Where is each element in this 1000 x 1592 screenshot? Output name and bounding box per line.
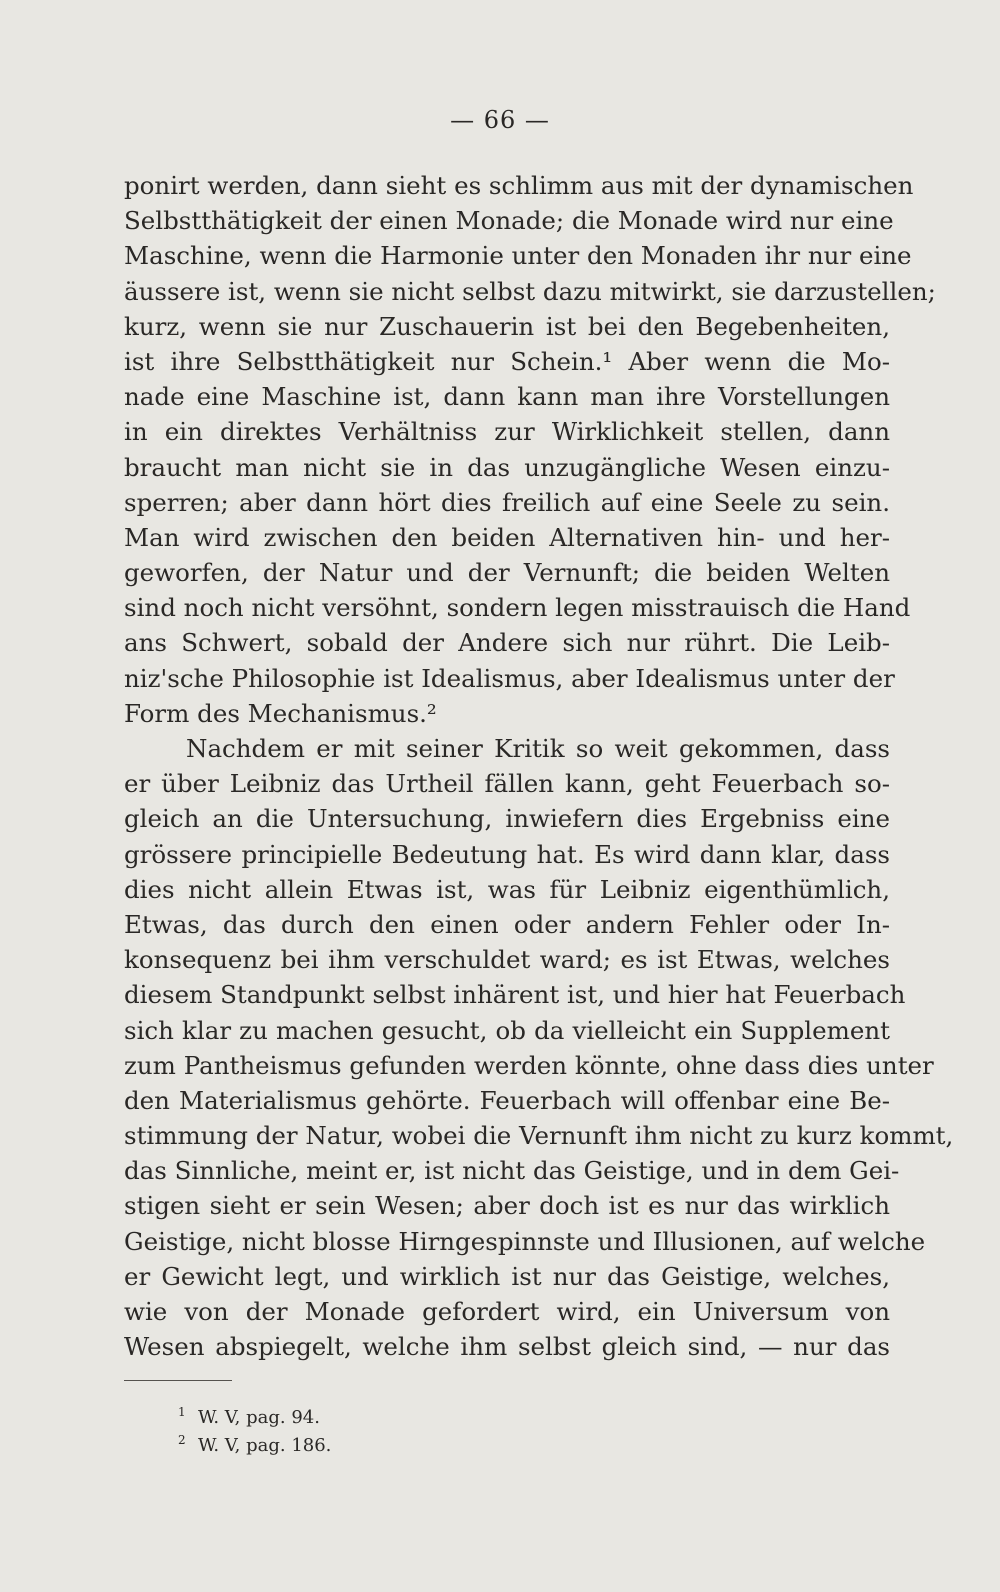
text-line: Maschine, wenn die Harmonie unter den Monaden ihr nur eine	[124, 241, 912, 271]
footnote	[178, 1398, 578, 1426]
text-line: kurz, wenn sie nur Zuschauerin ist bei den Begebenheiten,	[124, 311, 890, 341]
text-line: nade eine Maschine ist, dann kann man ihre Vorstellungen	[124, 382, 890, 412]
text-line: gleich an die Untersuchung, inwiefern dies Ergebniss eine	[124, 804, 890, 834]
text-line: Selbstthätigkeit der einen Monade; die Monade wird nur eine	[124, 206, 894, 236]
text-line: er über Leibniz das Urtheil fällen kann, geht Feuerbach so-	[124, 769, 890, 799]
text-line: ans Schwert, sobald der Andere sich nur rührt. Die Leib-	[124, 628, 890, 658]
text-line: niz'sche Philosophie ist Idealismus, aber Idealismus unter der	[124, 663, 895, 693]
text-line: Geistige, nicht blosse Hirngespinnste und Illusionen, auf welche	[124, 1226, 926, 1256]
text-line: wie von der Monade gefordert wird, ein Universum von	[124, 1297, 890, 1326]
text-line: stigen sieht er sein Wesen; aber doch ist es nur das wirklich	[124, 1191, 890, 1221]
footnote-text: W. V, pag. 186.	[198, 1435, 332, 1456]
page-number: — 66 —	[450, 106, 550, 134]
text-line: äussere ist, wenn sie nicht selbst dazu mitwirkt, sie darzustellen;	[124, 276, 936, 306]
text-line: er Gewicht legt, und wirklich ist nur das Geistige, welches,	[124, 1261, 890, 1291]
text-line: konsequenz bei ihm verschuldet ward; es ist Etwas, welches	[124, 945, 890, 975]
footnote	[178, 1426, 578, 1454]
footnote-number: 1	[178, 1405, 186, 1419]
text-line: den Materialismus gehörte. Feuerbach will offenbar eine Be-	[124, 1085, 890, 1115]
text-line: Wesen abspiegelt, welche ihm selbst gleich sind, — nur das	[124, 1332, 890, 1362]
text-line: braucht man nicht sie in das unzugängliche Wesen einzu-	[124, 452, 890, 482]
text-line: sperren; aber dann hört dies freilich auf eine Seele zu sein.	[124, 487, 890, 517]
text-line: Man wird zwischen den beiden Alternativen hin- und her-	[124, 522, 890, 552]
footnotes	[178, 1398, 578, 1454]
footnote-text: W. V, pag. 94.	[198, 1407, 320, 1428]
text-line: diesem Standpunkt selbst inhärent ist, und hier hat Feuerbach	[124, 980, 906, 1010]
text-line: geworfen, der Natur und der Vernunft; die beiden Welten	[124, 558, 890, 588]
text-line: grössere principielle Bedeutung hat. Es wird dann klar, dass	[124, 839, 890, 869]
text-line: stimmung der Natur, wobei die Vernunft ihm nicht zu kurz kommt,	[124, 1121, 954, 1151]
text-line: sind noch nicht versöhnt, sondern legen misstrauisch die Hand	[124, 593, 911, 623]
text-line: dies nicht allein Etwas ist, was für Leibniz eigenthümlich,	[124, 874, 890, 904]
text-line: sich klar zu machen gesucht, ob da vielleicht ein Supplement	[124, 1015, 890, 1045]
footnote-divider	[124, 1380, 232, 1381]
text-line: Nachdem er mit seiner Kritik so weit gekommen, dass	[186, 734, 890, 763]
body-text	[124, 168, 954, 1364]
text-line: in ein direktes Verhältniss zur Wirklichkeit stellen, dann	[124, 417, 890, 447]
footnote-number: 2	[178, 1433, 186, 1447]
text-line: das Sinnliche, meint er, ist nicht das Geistige, und in dem Gei-	[124, 1156, 900, 1186]
text-line: ponirt werden, dann sieht es schlimm aus mit der dynamischen	[124, 171, 914, 200]
text-line: Etwas, das durch den einen oder andern Fehler oder In-	[124, 909, 890, 939]
text-line: Form des Mechanismus.²	[124, 698, 437, 728]
text-line: ist ihre Selbstthätigkeit nur Schein.¹ Aber wenn die Mo-	[124, 346, 890, 376]
text-line: zum Pantheismus gefunden werden könnte, ohne dass dies unter	[124, 1050, 934, 1080]
